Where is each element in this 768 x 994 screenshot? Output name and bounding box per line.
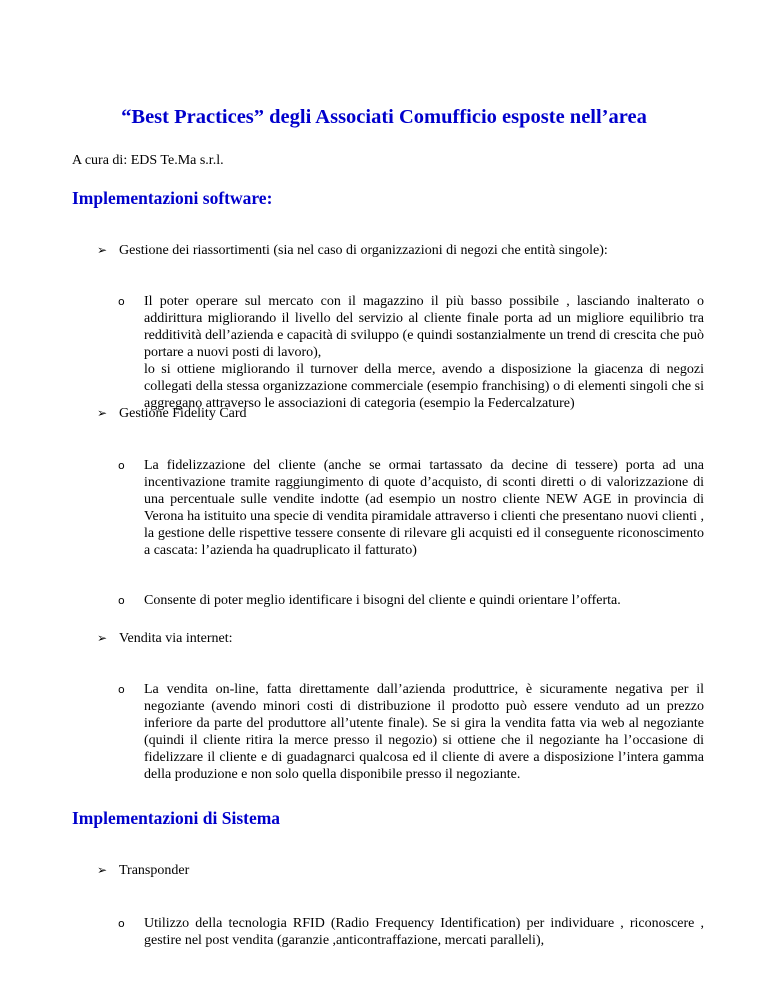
sub-item-text: La vendita on-line, fatta direttamente dall’azienda produttrice, è sicuramente negativa per il negoziante (avendo minori costi di distribuzione il prodotto può essere venduto ad un prezzo inferiore da parte del produttore all’utente finale). Se si gira la vendita fatta via web al negoziante (quindi il cliente ritira la merce presso il negozio) si ottiene che il negoziante ha l’occasione di fidelizzare il cliente e di guadagnarci qualcosa ed il cliente di avere a disposizione l’intera gamma della produzione e non solo quella disponibile presso il negoziante. [144, 682, 704, 782]
document-title: “Best Practices” degli Associati Comufficio esposte nell’area [121, 106, 647, 128]
circle-bullet-icon: o [118, 295, 125, 308]
byline: A cura di: EDS Te.Ma s.r.l. [72, 153, 224, 168]
sub-item [118, 293, 704, 412]
bullet-item [97, 405, 247, 422]
arrow-bullet-icon: ➢ [97, 863, 108, 877]
section-heading-sistema: Implementazioni di Sistema [72, 808, 281, 828]
sub-item [118, 915, 704, 949]
circle-bullet-icon: o [118, 917, 125, 930]
sub-item [118, 681, 704, 783]
section-heading-software: Implementazioni software: [72, 188, 273, 208]
bullet-item [97, 242, 608, 259]
sub-item-text: Il poter operare sul mercato con il magazzino il più basso possibile , lasciando inalterato o addirittura migliorando il livello del servizio al cliente finale porta ad un migliore equilibrio tra redditività dell’azienda e capacità di sviluppo (e quindi sostanzialmente un trend di crescita che può portare a nuovi posti di lavoro), [144, 294, 704, 360]
circle-bullet-icon: o [118, 683, 125, 696]
sub-item-text: Utilizzo della tecnologia RFID (Radio Frequency Identification) per individuare , riconoscere , gestire nel post vendita (garanzie ,anticontraffazione, mercati paralleli), [144, 916, 704, 948]
circle-bullet-icon: o [118, 459, 125, 472]
bullet-label: Gestione Fidelity Card [119, 406, 247, 421]
bullet-item [97, 862, 189, 879]
sub-item-text: La fidelizzazione del cliente (anche se ormai tartassato da decine di tessere) porta ad una incentivazione tramite raggiungimento di quote d’acquisto, di sconti diretti o di valorizzazione di una percentuale sulle vendite indotte (ad esempio un nostro cliente NEW AGE in provincia di Verona ha istituito una specie di vendita piramidale attraverso i clienti che presentano nuovi clienti , la gestione delle rispettive tessere consente di rilevare gli acquisti ed il conseguente riconoscimento a cascata: l’azienda ha quadruplicato il fatturato) [144, 458, 704, 558]
sub-item [118, 457, 704, 559]
arrow-bullet-icon: ➢ [97, 631, 108, 645]
circle-bullet-icon: o [118, 594, 125, 607]
bullet-label: Transponder [119, 863, 190, 878]
bullet-item [97, 630, 233, 647]
bullet-label: Vendita via internet: [119, 631, 233, 646]
sub-item-text: lo si ottiene migliorando il turnover della merce, avendo a disposizione la giacenza di negozi collegati della stessa organizzazione commerciale (esempio franchising) o di elementi singoli che si aggregano attraverso le associazioni di categoria (esempio la Federcalzature) [144, 362, 704, 411]
arrow-bullet-icon: ➢ [97, 243, 108, 257]
sub-item [118, 592, 704, 609]
sub-item-text: Consente di poter meglio identificare i bisogni del cliente e quindi orientare l’offerta. [144, 593, 621, 608]
arrow-bullet-icon: ➢ [97, 406, 108, 420]
bullet-label: Gestione dei riassortimenti (sia nel caso di organizzazioni di negozi che entità singole): [119, 243, 608, 258]
